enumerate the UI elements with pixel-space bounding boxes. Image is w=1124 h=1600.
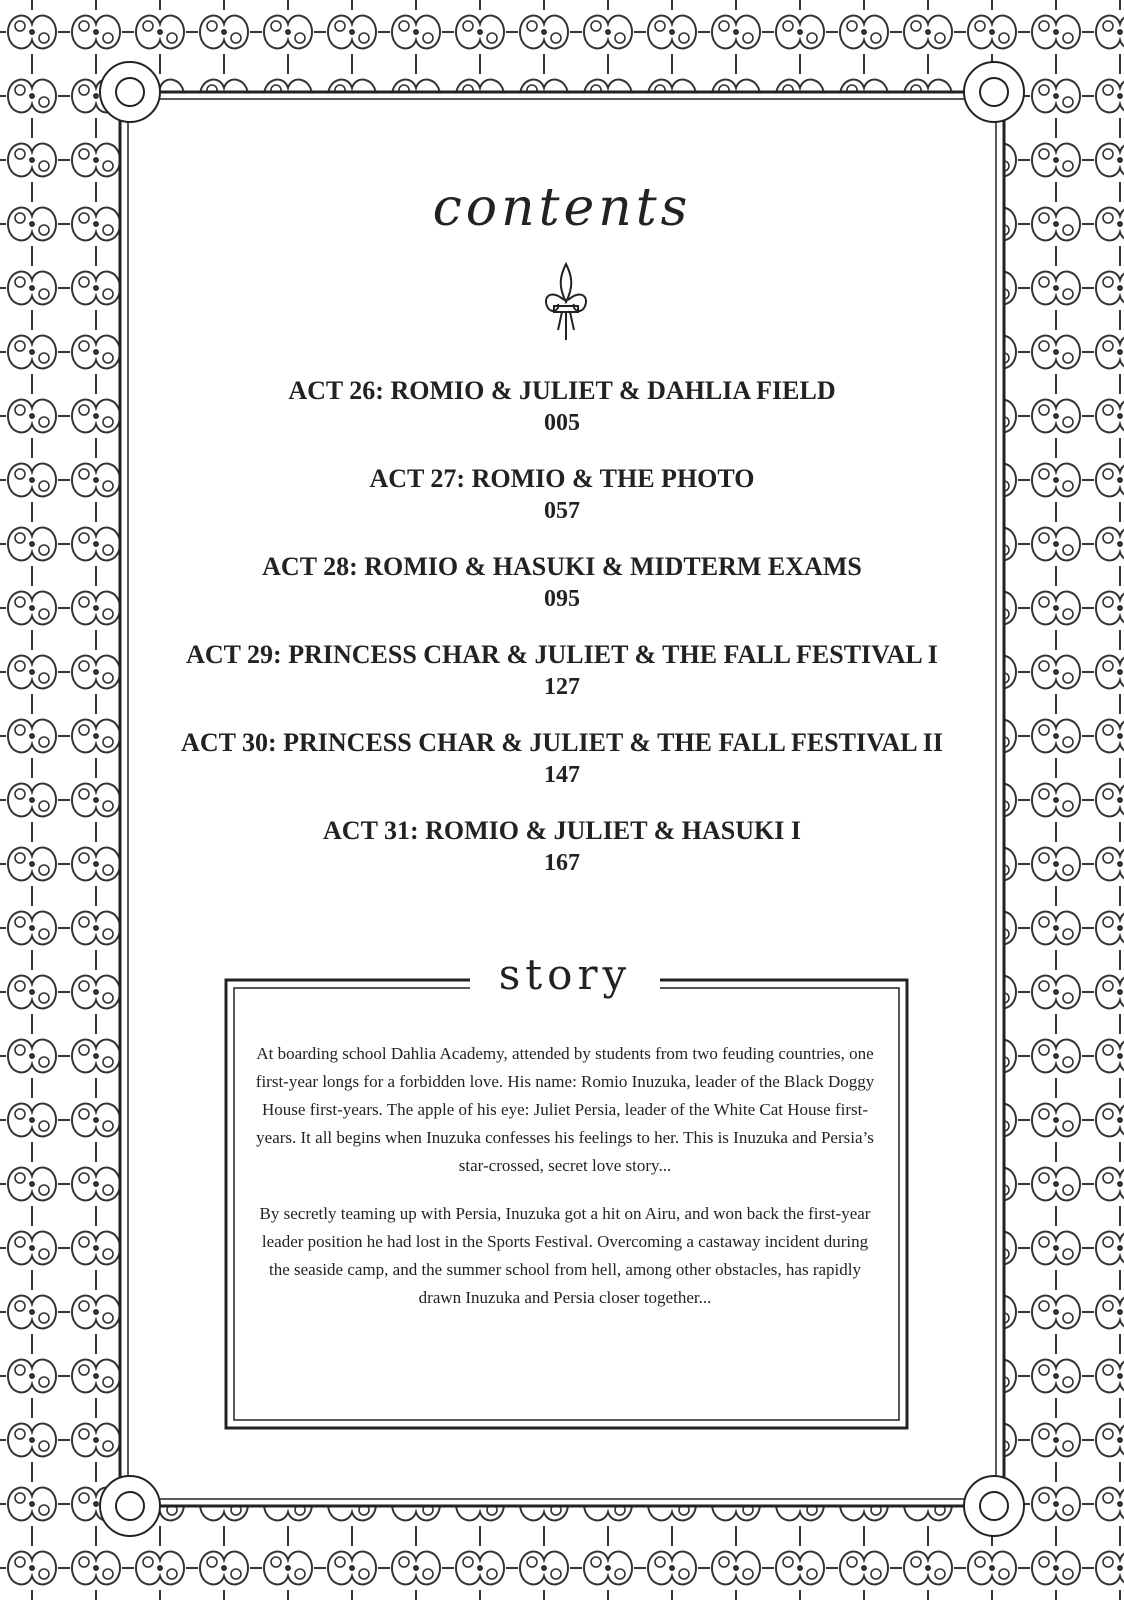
toc-entry[interactable]: [132, 814, 992, 878]
toc-entry[interactable]: [132, 726, 992, 790]
contents-title: contents: [432, 178, 692, 238]
toc-entry[interactable]: [132, 462, 992, 526]
toc-entry-page: 057: [544, 498, 580, 524]
toc-entry-page: 095: [544, 586, 580, 612]
toc-entry-page: 167: [544, 850, 580, 876]
fleur-de-lis-icon: [540, 262, 592, 344]
toc-entry-title: ACT 30: PRINCESS CHAR & JULIET & THE FALL FESTIVAL II: [181, 728, 943, 757]
story-paragraph: By secretly teaming up with Persia, Inuzuka got a hit on Airu, and won back the first-year leader position he had lost in the Sports Festival. Overcoming a castaway incident during the seaside camp, and the summer school from hell, among other obstacles, has rapidly drawn Inuzuka and Persia closer together...: [259, 1204, 871, 1307]
toc-entry-page: 005: [544, 410, 580, 436]
story-paragraph: At boarding school Dahlia Academy, attended by students from two feuding countries, one first-year longs for a forbidden love. His name: Romio Inuzuka, leader of the Black Doggy House first-years. The apple of his eye: Juliet Persia, leader of the White Cat House first-years. It all begins when Inuzuka confesses his feelings to her. This is Inuzuka and Persia’s star-crossed, secret love story...: [255, 1044, 875, 1175]
toc-entry[interactable]: [132, 550, 992, 614]
toc-entry-title: ACT 27: ROMIO & THE PHOTO: [369, 464, 755, 493]
toc-entry-title: ACT 31: ROMIO & JULIET & HASUKI I: [323, 816, 801, 845]
toc-entry-page: 127: [544, 674, 580, 700]
toc-entry-page: 147: [544, 762, 580, 788]
toc-entry[interactable]: [132, 638, 992, 702]
table-of-contents: [132, 374, 992, 902]
story-title: story: [470, 950, 660, 999]
toc-entry-title: ACT 29: PRINCESS CHAR & JULIET & THE FALL FESTIVAL I: [186, 640, 938, 669]
toc-entry-title: ACT 26: ROMIO & JULIET & DAHLIA FIELD: [288, 376, 836, 405]
story-text: [250, 1040, 880, 1332]
toc-entry-title: ACT 28: ROMIO & HASUKI & MIDTERM EXAMS: [262, 552, 862, 581]
toc-entry[interactable]: [132, 374, 992, 438]
